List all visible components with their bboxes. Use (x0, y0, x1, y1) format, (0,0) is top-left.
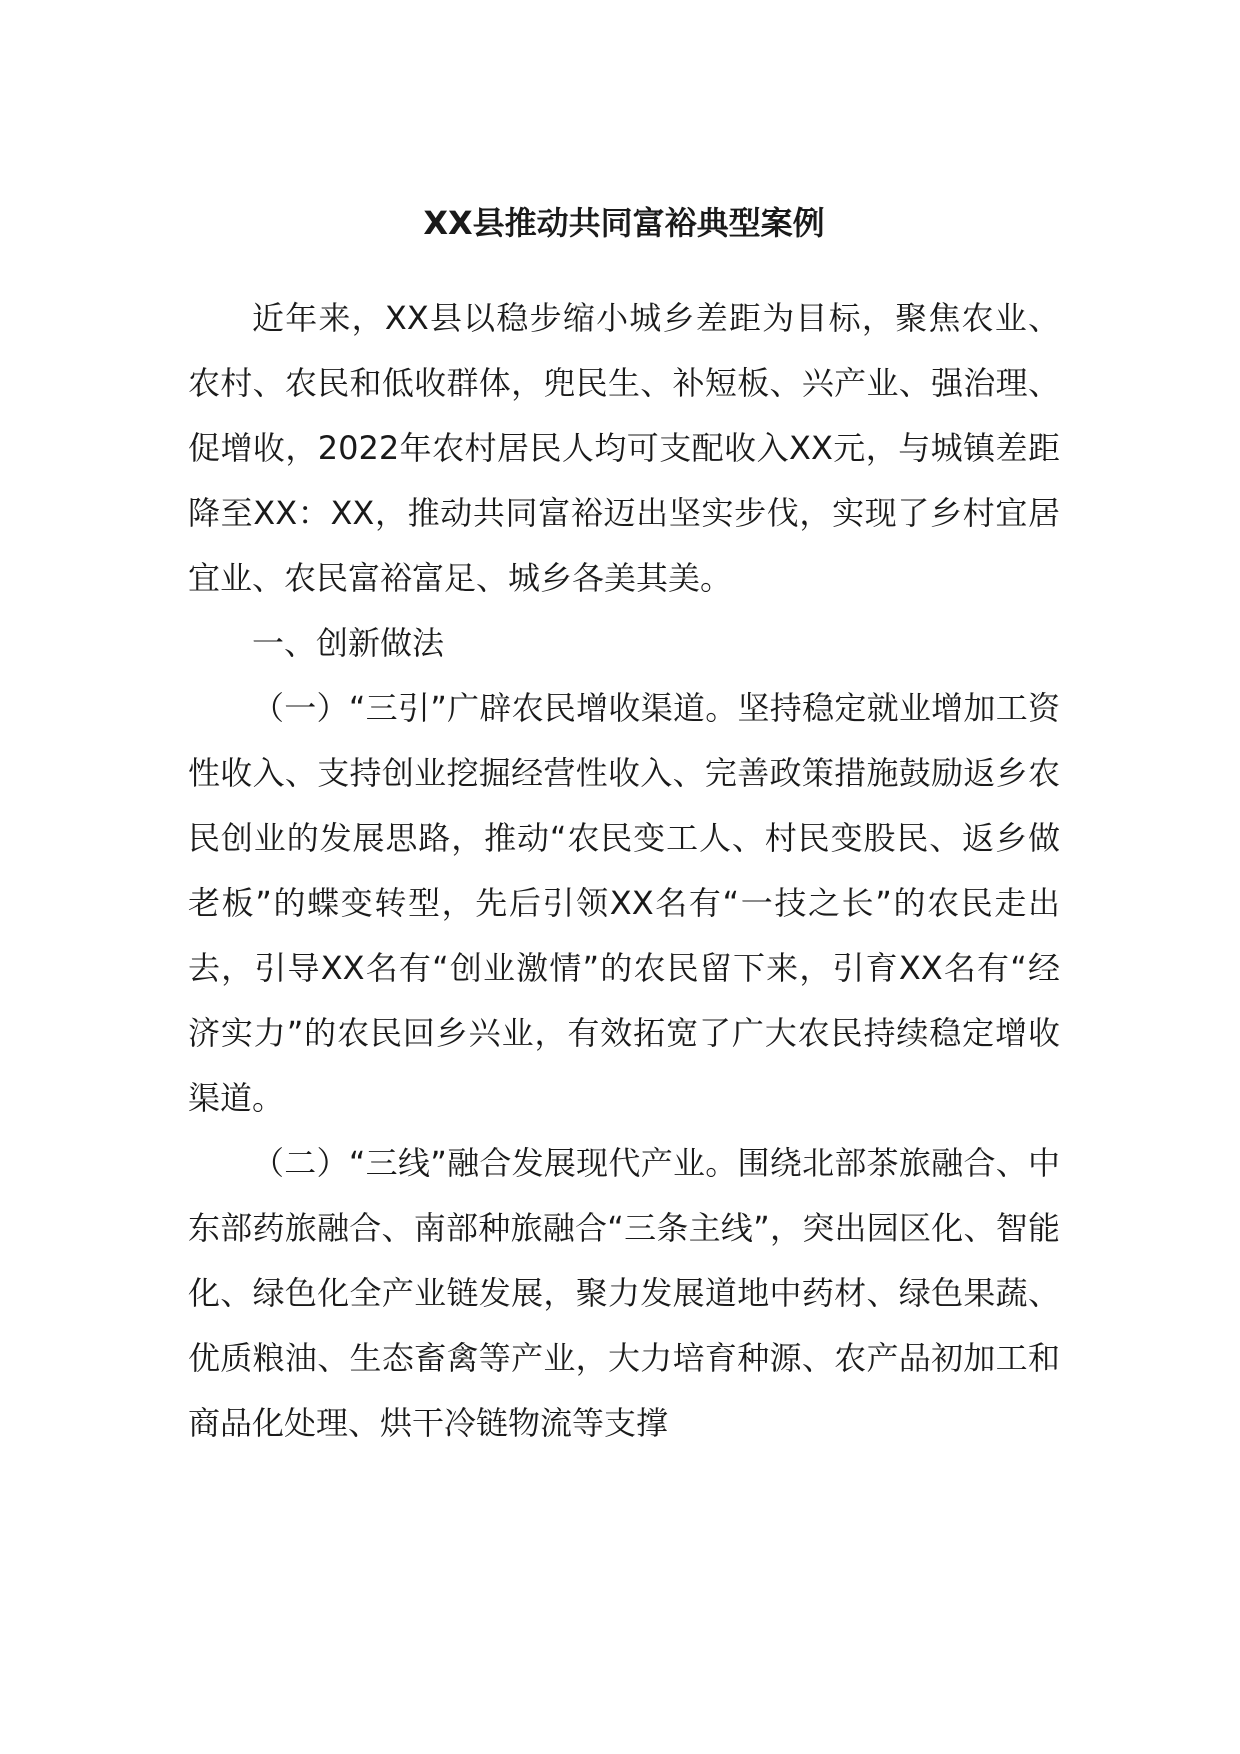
sub-paragraph-2: （二）“三线”融合发展现代产业。围绕北部茶旅融合、中东部药旅融合、南部种旅融合“三条主线”，突出园区化、智能化、绿色化全产业链发展，聚力发展道地中药材、绿色果蔬、优质粮油、生态畜禽等产业，大力培育种源、农产品初加工和商品化处理、烘干冷链物流等支撑 (188, 1144, 1060, 1442)
sub-paragraph-1: （一）“三引”广辟农民增收渠道。坚持稳定就业增加工资性收入、支持创业挖掘经营性收入、完善政策措施鼓励返乡农民创业的发展思路，推动“农民变工人、村民变股民、返乡做老板”的蝶变转型，先后引领XX名有“一技之长”的农民走出去，引导XX名有“创业激情”的农民留下来，引育XX名有“经济实力”的农民回乡兴业，有效拓宽了广大农民持续稳定增收渠道。 (188, 689, 1060, 1117)
document-title: XX县推动共同富裕典型案例 (423, 204, 825, 242)
section-heading: 一、创新做法 (252, 624, 445, 662)
intro-paragraph: 近年来，XX县以稳步缩小城乡差距为目标，聚焦农业、农村、农民和低收群体，兜民生、补短板、兴产业、强治理、促增收，2022年农村居民人均可支配收入XX元，与城镇差距降至XX：XX，推动共同富裕迈出坚实步伐，实现了乡村宜居宜业、农民富裕富足、城乡各美其美。 (188, 299, 1060, 597)
document-page (188, 198, 1060, 1456)
